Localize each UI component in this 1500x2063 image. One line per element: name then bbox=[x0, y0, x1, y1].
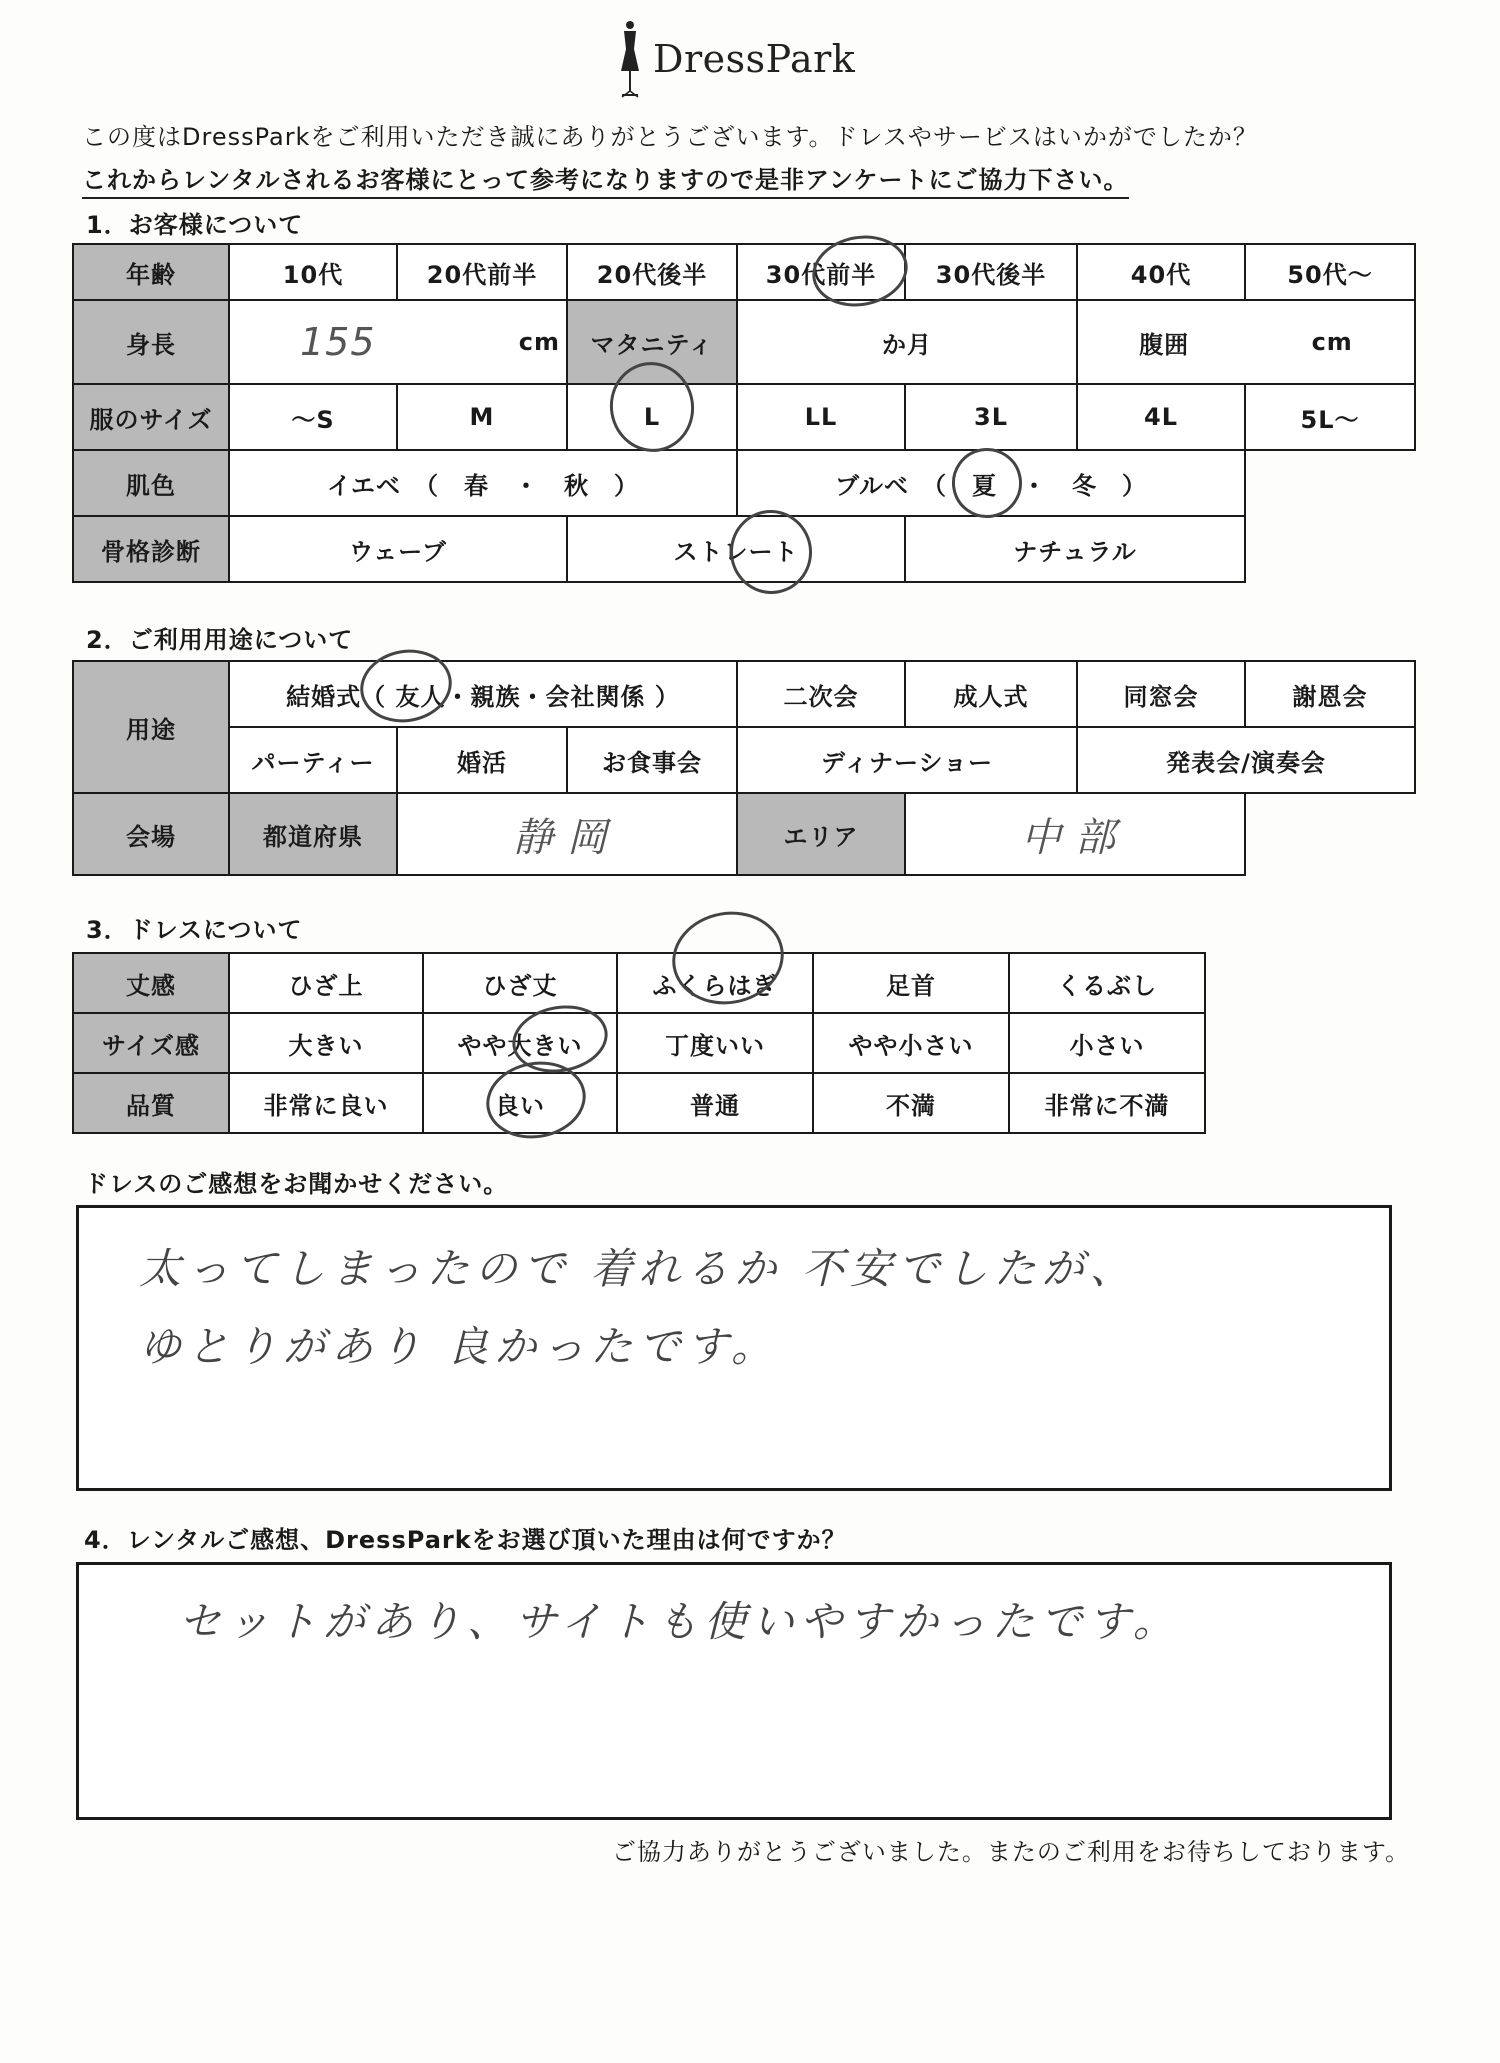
purpose-option[interactable]: 婚活 bbox=[396, 726, 568, 794]
skin-label: 肌色 bbox=[72, 449, 230, 517]
frame-option[interactable]: ストレート bbox=[566, 515, 906, 583]
dress-comment-line: ゆとりがあり 良かったです。 bbox=[139, 1322, 779, 1371]
size-option[interactable]: 3L bbox=[904, 383, 1078, 451]
frame-option[interactable]: ウェーブ bbox=[228, 515, 568, 583]
height-field[interactable] bbox=[228, 299, 568, 385]
quality-option[interactable]: 非常に良い bbox=[228, 1072, 424, 1134]
dress-form-icon bbox=[617, 19, 643, 99]
purpose-option[interactable]: 二次会 bbox=[736, 660, 906, 728]
waist-field[interactable] bbox=[1076, 299, 1416, 385]
length-option[interactable]: くるぶし bbox=[1008, 952, 1206, 1014]
area-value: 中部 bbox=[1021, 814, 1129, 861]
length-option[interactable]: ふくらはぎ bbox=[616, 952, 814, 1014]
intro-text: この度はDressParkをご利用いただき誠にありがとうございます。ドレスやサービスはいかがでしたか？ bbox=[82, 123, 1258, 151]
venue-label: 会場 bbox=[72, 792, 230, 876]
thank-you-note: ご協力ありがとうございました。またのご利用をお待ちしております。 bbox=[611, 1838, 1410, 1866]
prefecture-label: 都道府県 bbox=[228, 792, 398, 876]
maternity-unit: か月 bbox=[882, 330, 932, 359]
maternity-field[interactable] bbox=[736, 299, 1078, 385]
section1-title: 1．お客様について bbox=[86, 211, 304, 239]
height-label: 身長 bbox=[72, 299, 230, 385]
dress-comment-box[interactable] bbox=[76, 1205, 1392, 1491]
prefecture-field[interactable] bbox=[396, 792, 738, 876]
size-label: 服のサイズ bbox=[72, 383, 230, 451]
purpose-wedding-option[interactable]: 結婚式（ 友人・親族・会社関係 ） bbox=[228, 660, 738, 728]
prefecture-value: 静岡 bbox=[513, 814, 621, 861]
quality-label: 品質 bbox=[72, 1072, 230, 1134]
age-option[interactable]: 20代後半 bbox=[566, 243, 738, 301]
size-option[interactable]: 〜S bbox=[228, 383, 398, 451]
size-option[interactable]: LL bbox=[736, 383, 906, 451]
age-option[interactable]: 30代前半 bbox=[736, 243, 906, 301]
area-label: エリア bbox=[736, 792, 906, 876]
section2-title: 2．ご利用用途について bbox=[86, 626, 354, 654]
quality-option[interactable]: 良い bbox=[422, 1072, 618, 1134]
purpose-option[interactable]: 発表会/演奏会 bbox=[1076, 726, 1416, 794]
length-label: 丈感 bbox=[72, 952, 230, 1014]
purpose-option[interactable]: ディナーショー bbox=[736, 726, 1078, 794]
age-option[interactable]: 20代前半 bbox=[396, 243, 568, 301]
purpose-option[interactable]: 謝恩会 bbox=[1244, 660, 1416, 728]
dress-comment-label: ドレスのご感想をお聞かせください。 bbox=[84, 1170, 509, 1198]
intro-request: これからレンタルされるお客様にとって参考になりますので是非アンケートにご協力下さい。 bbox=[82, 160, 1129, 199]
age-option[interactable]: 30代後半 bbox=[904, 243, 1078, 301]
logo bbox=[617, 14, 855, 104]
quality-option[interactable]: 不満 bbox=[812, 1072, 1010, 1134]
rental-comment-line: セットがあり、サイトも使いやすかったです。 bbox=[179, 1597, 1181, 1646]
rental-comment-box[interactable] bbox=[76, 1562, 1392, 1820]
size-option[interactable]: 4L bbox=[1076, 383, 1246, 451]
height-unit: cm bbox=[518, 328, 560, 356]
purpose-label: 用途 bbox=[72, 660, 230, 794]
section3-title: 3．ドレスについて bbox=[86, 916, 303, 944]
dress-comment-line: 太ってしまったので 着れるか 不安でしたが、 bbox=[139, 1244, 1138, 1293]
purpose-option[interactable]: お食事会 bbox=[566, 726, 738, 794]
fit-option[interactable]: やや大きい bbox=[422, 1012, 618, 1074]
frame-label: 骨格診断 bbox=[72, 515, 230, 583]
waist-label: 腹囲 bbox=[1139, 330, 1190, 359]
purpose-option[interactable]: 成人式 bbox=[904, 660, 1078, 728]
size-option[interactable]: L bbox=[566, 383, 738, 451]
size-option[interactable]: M bbox=[396, 383, 568, 451]
waist-unit: cm bbox=[1311, 328, 1353, 356]
age-option[interactable]: 50代〜 bbox=[1244, 243, 1416, 301]
skin-yellow-option[interactable]: イエベ （ 春 ・ 秋 ） bbox=[228, 449, 738, 517]
fit-option[interactable]: 大きい bbox=[228, 1012, 424, 1074]
age-option[interactable]: 40代 bbox=[1076, 243, 1246, 301]
length-option[interactable]: ひざ上 bbox=[228, 952, 424, 1014]
size-option[interactable]: 5L〜 bbox=[1244, 383, 1416, 451]
purpose-option[interactable]: 同窓会 bbox=[1076, 660, 1246, 728]
frame-option[interactable]: ナチュラル bbox=[904, 515, 1246, 583]
fit-option[interactable]: 丁度いい bbox=[616, 1012, 814, 1074]
fit-option[interactable]: 小さい bbox=[1008, 1012, 1206, 1074]
area-field[interactable] bbox=[904, 792, 1246, 876]
fit-label: サイズ感 bbox=[72, 1012, 230, 1074]
purpose-option[interactable]: パーティー bbox=[228, 726, 398, 794]
brand-name: DressPark bbox=[653, 37, 856, 81]
skin-blue-option[interactable]: ブルベ （ 夏 ・ 冬 ） bbox=[736, 449, 1246, 517]
quality-option[interactable]: 普通 bbox=[616, 1072, 814, 1134]
length-option[interactable]: 足首 bbox=[812, 952, 1010, 1014]
maternity-label: マタニティ bbox=[566, 299, 738, 385]
length-option[interactable]: ひざ丈 bbox=[422, 952, 618, 1014]
quality-option[interactable]: 非常に不満 bbox=[1008, 1072, 1206, 1134]
fit-option[interactable]: やや小さい bbox=[812, 1012, 1010, 1074]
section4-title: 4．レンタルご感想、DressParkをお選び頂いた理由は何ですか？ bbox=[84, 1526, 847, 1554]
age-label: 年齢 bbox=[72, 243, 230, 301]
height-value: 155 bbox=[300, 320, 376, 364]
age-option[interactable]: 10代 bbox=[228, 243, 398, 301]
